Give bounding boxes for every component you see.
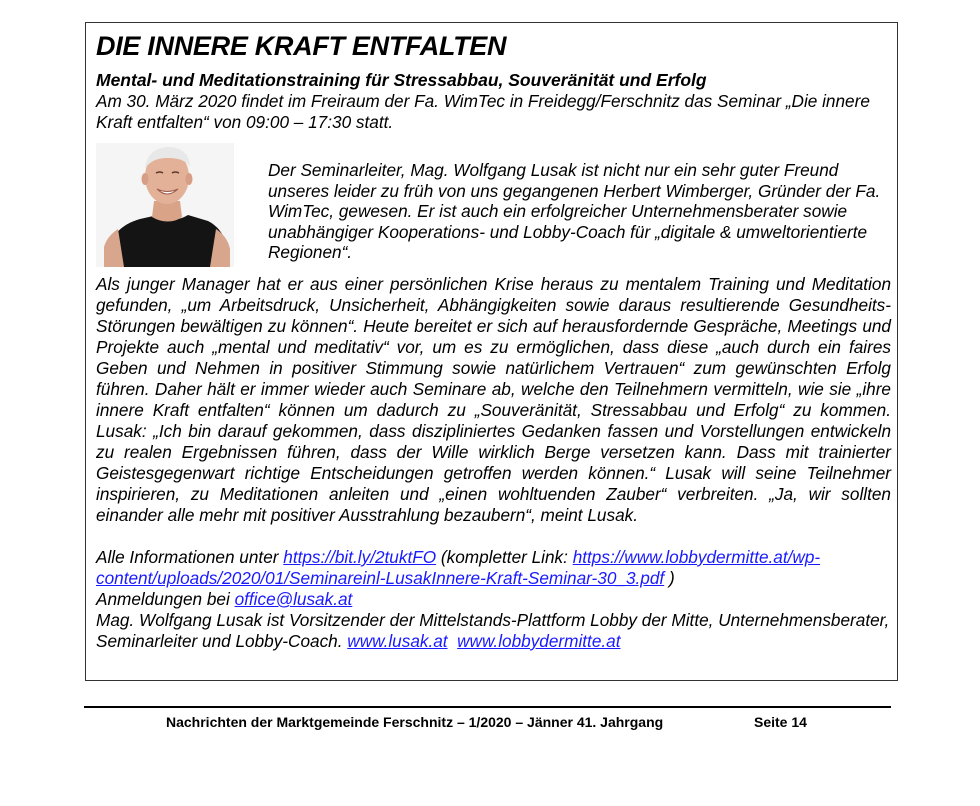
website-link-lobbydermitte[interactable]: www.lobbydermitte.at [457, 631, 621, 651]
portrait-photo [96, 143, 234, 267]
footer-publication: Nachrichten der Marktgemeinde Ferschnitz – 1/2020 – Jänner 41. Jahrgang [166, 714, 664, 730]
article-box [85, 22, 898, 681]
article-title: DIE INNERE KRAFT ENTFALTEN [96, 31, 507, 61]
portrait-photo-illustration [96, 143, 234, 267]
article-content [96, 29, 891, 652]
page-footer [166, 713, 807, 731]
article-intro: Am 30. März 2020 findet im Freiraum der Fa. WimTec in Freidegg/Ferschnitz das Seminar „Die innere Kraft entfalten“ von 09:00 – 17:30 statt. [96, 91, 870, 132]
full-link-prefix: (kompletter Link: [436, 547, 573, 567]
email-link[interactable]: office@lusak.at [234, 589, 353, 609]
bio-text: Der Seminarleiter, Mag. Wolfgang Lusak ist nicht nur ein sehr guter Freund unseres leider zu früh von uns gegangenen Herbert Wimberger, Gründer der Fa. WimTec, gewesen. Er ist auch ein erfolgreicher Unternehmensberater sowie unabhängiger Kooperations- und Lobby-Coach für „digitale & umweltorientierte Regionen“. [268, 160, 881, 263]
info-prefix: Alle Informationen unter [96, 547, 284, 567]
full-link-suffix: ) [664, 568, 675, 588]
bio-section [96, 143, 891, 267]
info-paragraph [96, 547, 891, 652]
closing-text: Mag. Wolfgang Lusak ist Vorsitzender der Mittelstands-Plattform Lobby der Mitte, Unternehmensberater, Seminarleiter und Lobby-Coach. [96, 610, 890, 651]
website-link-lusak[interactable]: www.lusak.at [347, 631, 448, 651]
article-subtitle: Mental- und Meditationstraining für Stressabbau, Souveränität und Erfolg [96, 70, 707, 90]
footer-page-number: Seite 14 [754, 714, 807, 730]
full-link[interactable]: https://www.lobbydermitte.at/wp-content/uploads/2020/01/Seminareinl-LusakInnere-Kraft-Seminar-30_3.pdf [96, 547, 821, 588]
short-link[interactable]: https://bit.ly/2tuktFO [283, 547, 437, 567]
signup-prefix: Anmeldungen bei [96, 589, 235, 609]
footer-divider [84, 706, 891, 708]
body-text: Als junger Manager hat er aus einer persönlichen Krise heraus zu mentalem Training und Meditation gefunden, „um Arbeitsdruck, Unsicherheit, Abhängigkeiten sowie daraus resultierende Gesundheits-Störungen bewältigen zu können“. Heute bereitet er sich auf herausfordernde Gespräche, Meetings und Projekte auch „mental und meditativ“ vor, um es zu ermöglichen, dass diese „auch durch ein faires Geben und Nehmen in positiver Stimmung sowie natürlichem Vertrauen“ zum gewünschten Erfolg führen. Daher hält er immer wieder auch Seminare ab, welche den Teilnehmern vermitteln, wie sie „ihre innere Kraft entfalten“ können um dadurch zu „Souveränität, Stressabbau und Erfolg“ zu kommen. Lusak: „Ich bin darauf gekommen, dass diszipliniertes Gedanken fassen und Vorstellungen entwickeln zu realen Ergebnissen führen, dass der Wille wirklich Berge versetzen kann. Dass mit trainierter Geistesgegenwart richtige Entscheidungen getroffen werden können.“ Lusak will seine Teilnehmer inspirieren, zu Meditationen anleiten und „einen wohltuenden Zauber“ verbreiten. „Ja, wir sollten einander alle mehr mit positiver Ausstrahlung bezaubern“, meint Lusak. [96, 274, 891, 525]
